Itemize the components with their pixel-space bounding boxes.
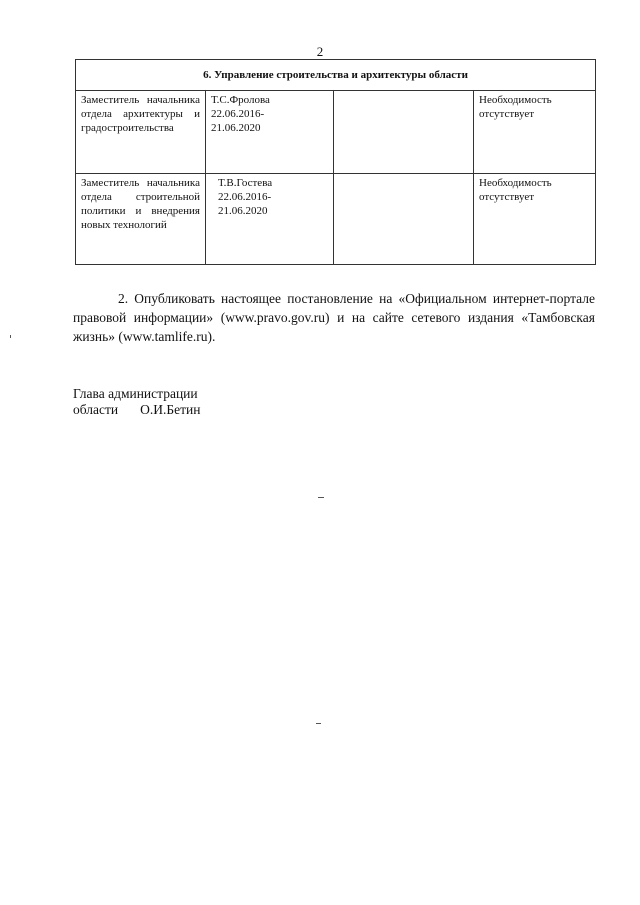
period-end: 21.06.2020 <box>211 122 261 134</box>
period-end: 21.06.2020 <box>218 205 268 217</box>
signature-title: Глава администрации <box>73 386 198 401</box>
person-cell <box>206 91 334 174</box>
signatory-name: О.И.Бетин <box>140 402 201 417</box>
note-cell: Необходимость отсутствует <box>474 91 596 174</box>
person-name: Т.С.Фролова <box>211 94 270 106</box>
note-cell: Необходимость отсутствует <box>474 174 596 265</box>
period-start: 22.06.2016- <box>218 191 272 203</box>
person-name: Т.В.Гостева <box>218 177 273 189</box>
person-cell <box>206 174 334 265</box>
empty-cell <box>334 174 474 265</box>
table-row <box>76 174 596 265</box>
position-cell: Заместитель начальника отдела архитектуры и градостроительства <box>76 91 206 174</box>
scan-speck <box>318 497 324 498</box>
signature-block <box>73 386 200 418</box>
signature-title-region: области <box>73 402 119 417</box>
section-title: 6. Управление строительства и архитектуры области <box>76 60 596 91</box>
scan-speck <box>316 723 321 724</box>
table-row <box>76 91 596 174</box>
period-start: 22.06.2016- <box>211 108 265 120</box>
signature-line <box>73 402 200 418</box>
table-section-header-row <box>76 60 596 91</box>
publication-paragraph: 2. Опубликовать настоящее постановление на «Официальном интернет-портале правовой информации» (www.pravo.gov.ru) и на сайте сетевого издания «Тамбовская жизнь» (www.tamlife.ru). <box>73 291 595 344</box>
page-number: 2 <box>316 44 324 59</box>
scan-speck <box>10 335 11 338</box>
positions-table <box>75 59 596 265</box>
empty-cell <box>334 91 474 174</box>
position-cell: Заместитель начальника отдела строительной политики и внедрения новых технологий <box>76 174 206 265</box>
